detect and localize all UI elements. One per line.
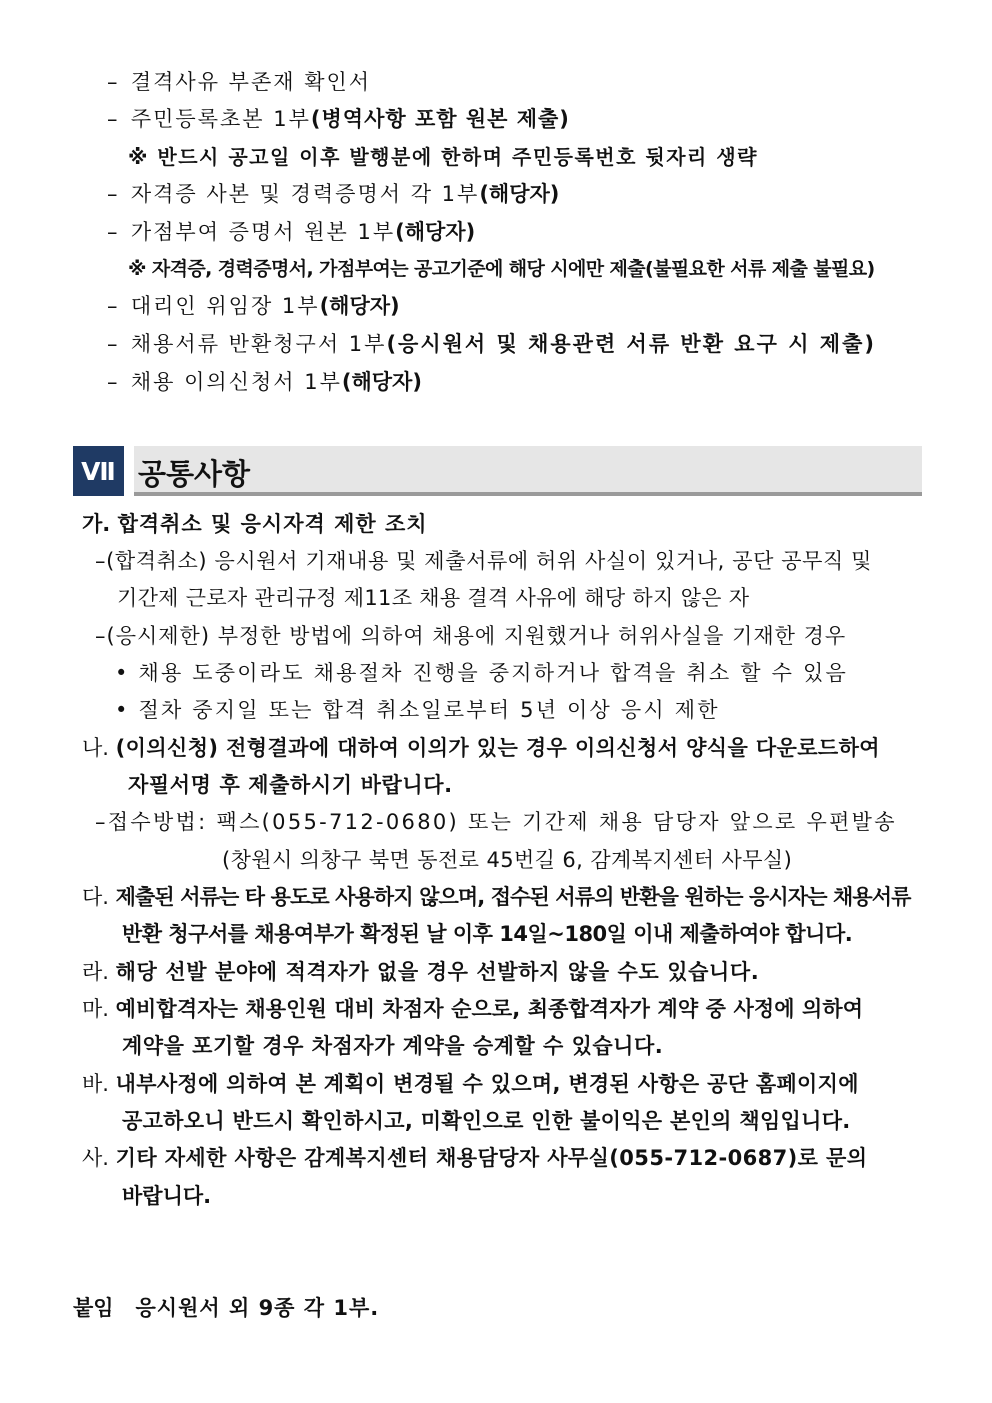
item-ga-dot: • 절차 중지일 또는 합격 취소일로부터 5년 이상 응시 제한 <box>115 698 720 722</box>
item-ma: 마. 예비합격자는 채용인원 대비 차점자 순으로, 최종합격자가 계약 중 사정에 의하여 <box>82 997 864 1021</box>
item-sa: 사. 기타 자세한 사항은 감계복지센터 채용담당자 사무실(055-712-0687)로 문의 <box>82 1146 868 1170</box>
item-da-cont: 반환 청구서를 채용여부가 확정된 날 이후 14일~180일 이내 제출하여야 합니다. <box>122 922 853 946</box>
attachment-text: 응시원서 외 9종 각 1부. <box>135 1296 380 1320</box>
item-ma-cont: 계약을 포기할 경우 차점자가 계약을 승계할 수 있습니다. <box>122 1034 664 1058</box>
section-number: Ⅶ <box>73 446 124 496</box>
doc-item: – 채용 이의신청서 1부(해당자) <box>107 370 422 394</box>
item-ga-cancel-cont: 기간제 근로자 관리규정 제11조 채용 결격 사유에 해당 하지 않은 자 <box>117 586 750 610</box>
doc-item: – 대리인 위임장 1부(해당자) <box>107 294 400 318</box>
item-ga-restrict: –(응시제한) 부정한 방법에 의하여 채용에 지원했거나 허위사실을 기재한 경우 <box>95 624 847 648</box>
item-ba-cont: 공고하오니 반드시 확인하시고, 미확인으로 인한 불이익은 본인의 책임입니다. <box>122 1109 851 1133</box>
section-title-bar <box>134 446 922 496</box>
doc-item: – 결격사유 부존재 확인서 <box>107 70 372 94</box>
item-sa-cont: 바랍니다. <box>122 1184 212 1208</box>
section-header <box>73 446 922 498</box>
item-ga-dot: • 채용 도중이라도 채용절차 진행을 중지하거나 합격을 취소 할 수 있음 <box>115 661 848 685</box>
doc-item: – 채용서류 반환청구서 1부(응시원서 및 채용관련 서류 반환 요구 시 제출) <box>107 332 876 356</box>
item-ga-cancel: –(합격취소) 응시원서 기재내용 및 제출서류에 허위 사실이 있거나, 공단 공무직 및 <box>95 549 873 573</box>
section-title: 공통사항 <box>138 457 251 491</box>
item-ra: 라. 해당 선발 분야에 적격자가 없을 경우 선발하지 않을 수도 있습니다. <box>82 960 760 984</box>
attachment <box>73 1294 379 1322</box>
doc-item: – 주민등록초본 1부(병역사항 포함 원본 제출) <box>107 107 570 131</box>
item-na-address: (창원시 의창구 북면 동전로 45번길 6, 감계복지센터 사무실) <box>222 848 793 872</box>
attachment-label: 붙임 <box>73 1296 114 1320</box>
item-na: 나. (이의신청) 전형결과에 대하여 이의가 있는 경우 이의신청서 양식을 다운로드하여 <box>82 736 880 760</box>
item-da: 다. 제출된 서류는 타 용도로 사용하지 않으며, 접수된 서류의 반환을 원하는 응시자는 채용서류 <box>82 885 911 909</box>
doc-note: ※ 반드시 공고일 이후 발행분에 한하며 주민등록번호 뒷자리 생략 <box>128 145 758 169</box>
item-ba: 바. 내부사정에 의하여 본 계획이 변경될 수 있으며, 변경된 사항은 공단 홈페이지에 <box>82 1072 859 1096</box>
item-ga-title: 가. 합격취소 및 응시자격 제한 조치 <box>82 512 428 536</box>
doc-item: – 자격증 사본 및 경력증명서 각 1부(해당자) <box>107 182 560 206</box>
doc-item: – 가점부여 증명서 원본 1부(해당자) <box>107 220 476 244</box>
item-na-method: –접수방법: 팩스(055-712-0680) 또는 기간제 채용 담당자 앞으로 우편발송 <box>95 810 897 834</box>
item-na-cont: 자필서명 후 제출하시기 바랍니다. <box>128 773 453 797</box>
doc-note: ※ 자격증, 경력증명서, 가점부여는 공고기준에 해당 시에만 제출(불필요한 서류 제출 불필요) <box>128 258 875 280</box>
